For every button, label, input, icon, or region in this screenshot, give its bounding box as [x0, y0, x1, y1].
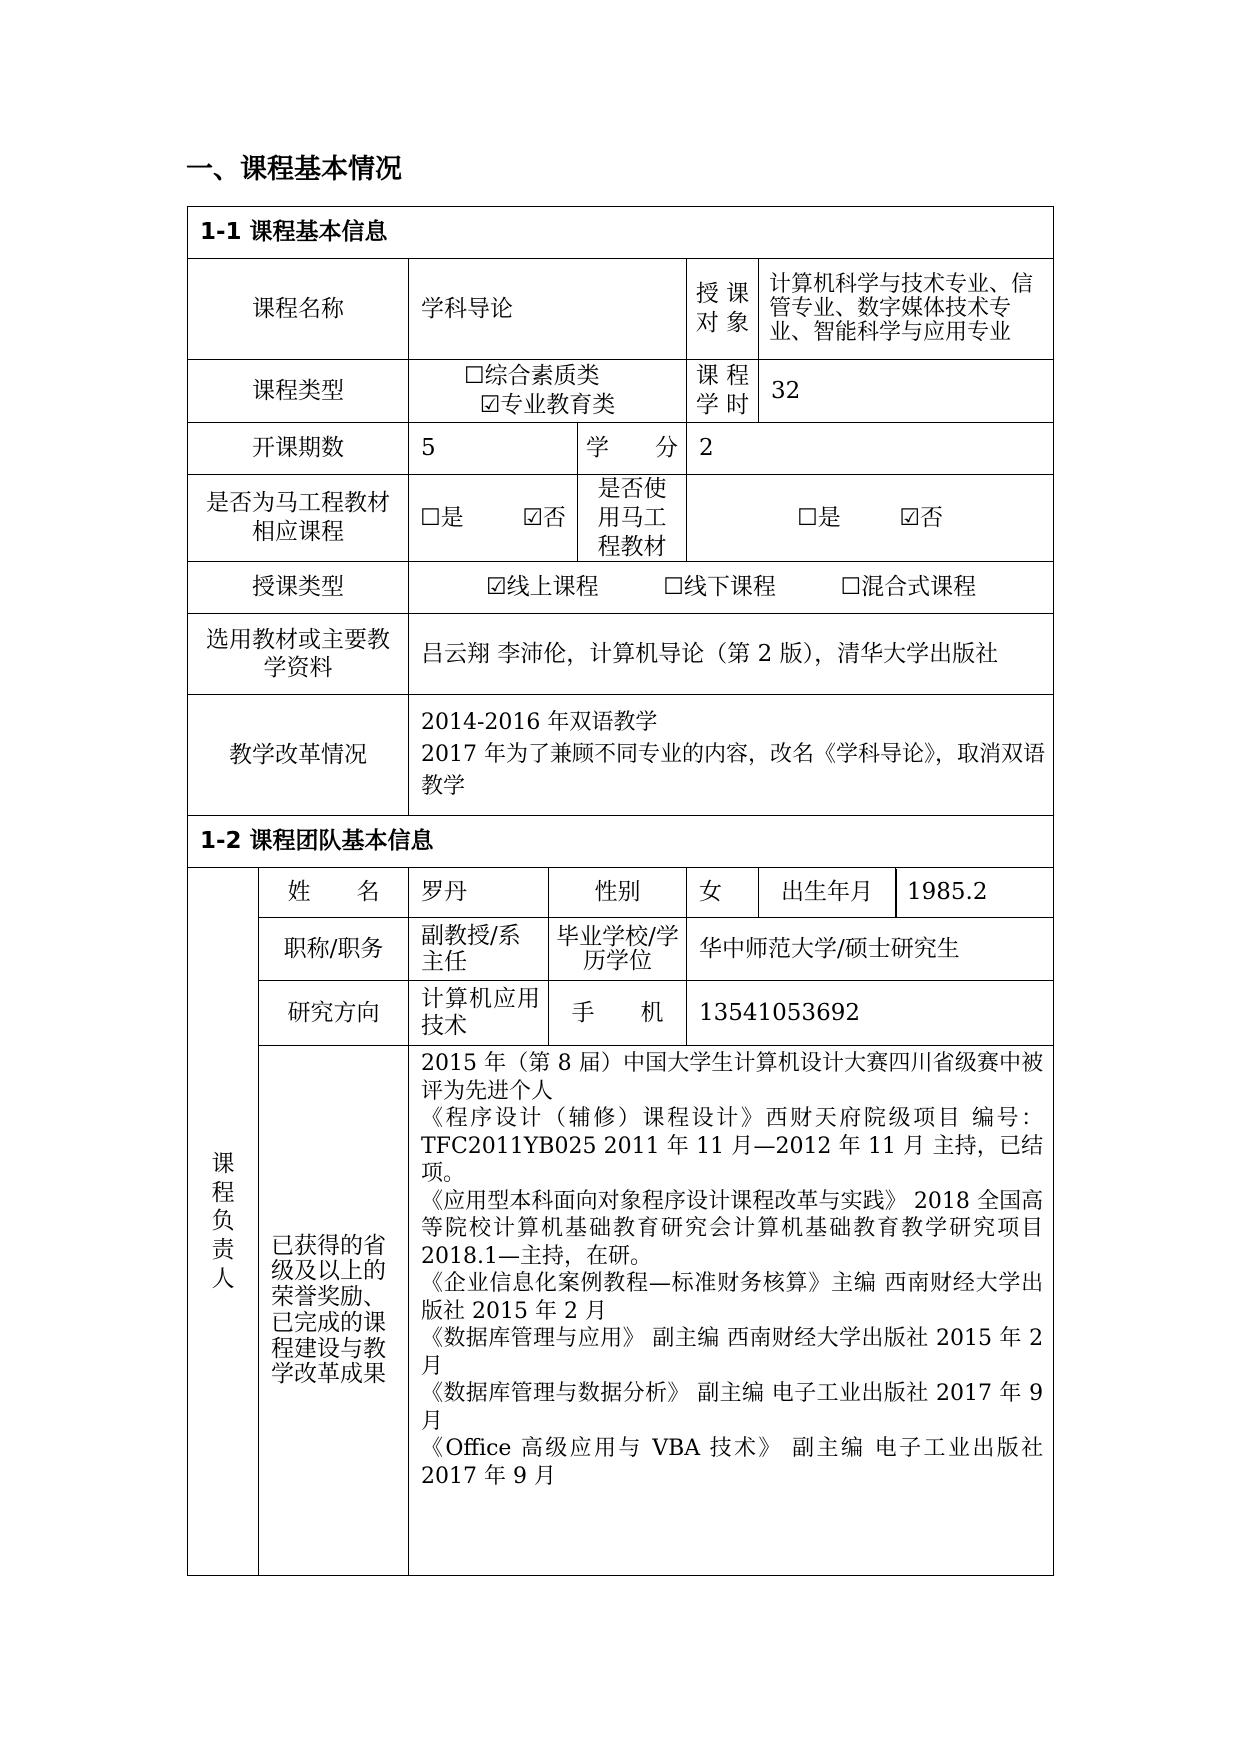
achievement-item: 《企业信息化案例教程—标准财务核算》主编 西南财经大学出版社 2015 年 2 月 — [421, 1271, 1044, 1324]
reform-value — [409, 695, 1054, 816]
name-label: 姓 名 — [259, 868, 409, 918]
hours-label: 课 程 学 时 — [687, 360, 759, 423]
birth-value: 1985.2 — [896, 868, 1054, 918]
hours-value: 32 — [759, 360, 1054, 423]
textbook-label: 选用教材或主要教学资料 — [188, 614, 409, 695]
teach-type-online[interactable]: ☑线上课程 — [486, 574, 599, 601]
section-1-2-title: 1-2 课程团队基本信息 — [188, 816, 1054, 868]
page-title: 一、课程基本情况 — [186, 154, 402, 185]
achievement-item: 《应用型本科面向对象程序设计课程改革与实践》 2018 全国高等院校计算机基础教育研究会计算机基础教育教学研究项目 2018.1—主持，在研。 — [421, 1188, 1044, 1269]
course-name-value: 学科导论 — [409, 259, 687, 360]
course-type-options — [409, 360, 687, 423]
research-value: 计算机应用技术 — [409, 981, 549, 1046]
school-value: 华中师范大学/硕士研究生 — [687, 918, 1054, 981]
marx-course-no[interactable]: ☑否 — [522, 504, 566, 531]
achievements-list — [409, 1046, 1054, 1576]
course-name-label: 课程名称 — [188, 259, 409, 360]
marx-course-label: 是否为马工程教材相应课程 — [188, 475, 409, 562]
reform-line-1: 2014-2016 年双语教学 — [421, 710, 658, 736]
achievement-item: 《数据库管理与数据分析》 副主编 电子工业出版社 2017 年 9 月 — [421, 1381, 1044, 1434]
course-type-option-general[interactable]: ☐综合素质类 — [464, 363, 600, 390]
achievement-item: 《Office 高级应用与 VBA 技术》 副主编 电子工业出版社 2017 年 9 月 — [421, 1436, 1044, 1489]
teach-type-options — [409, 562, 1054, 614]
sessions-label: 开课期数 — [188, 423, 409, 475]
section-1-1-title: 1-1 课程基本信息 — [188, 207, 1054, 259]
achievement-item: 《数据库管理与应用》 副主编 西南财经大学出版社 2015 年 2 月 — [421, 1326, 1044, 1379]
textbook-value: 吕云翔 李沛伦，计算机导论（第 2 版），清华大学出版社 — [409, 614, 1054, 695]
title-label: 职称/职务 — [259, 918, 409, 981]
audience-label: 授 课 对 象 — [687, 259, 759, 360]
school-label: 毕业学校/学历学位 — [549, 918, 687, 981]
course-leader-label: 课 程 负 责 人 — [188, 868, 259, 1576]
teach-type-offline[interactable]: ☐线下课程 — [663, 574, 776, 601]
teach-type-mixed[interactable]: ☐混合式课程 — [840, 574, 977, 601]
marx-text-yes[interactable]: ☐是 — [797, 504, 841, 531]
gender-label: 性别 — [549, 868, 687, 918]
credit-label: 学 分 — [578, 423, 687, 475]
achievement-item: 2015 年（第 8 届）中国大学生计算机设计大赛四川省级赛中被评为先进个人 — [421, 1051, 1044, 1104]
marx-text-options — [687, 475, 1054, 562]
course-info-table — [187, 206, 1054, 1576]
sessions-value: 5 — [409, 423, 578, 475]
phone-value: 13541053692 — [687, 981, 1054, 1046]
achievement-item: 《程序设计（辅修）课程设计》西财天府院级项目 编号：TFC2011YB025 2011 年 11 月—2012 年 11 月 主持，已结项。 — [421, 1106, 1044, 1187]
credit-value: 2 — [687, 423, 1054, 475]
audience-value: 计算机科学与技术专业、信管专业、数字媒体技术专业、智能科学与应用专业 — [759, 259, 1054, 360]
teach-type-label: 授课类型 — [188, 562, 409, 614]
marx-course-yes[interactable]: ☐是 — [420, 504, 464, 531]
course-type-label: 课程类型 — [188, 360, 409, 423]
marx-course-options — [409, 475, 578, 562]
gender-value: 女 — [687, 868, 759, 918]
birth-label: 出生年月 — [759, 868, 896, 918]
title-value: 副教授/系主任 — [409, 918, 549, 981]
name-value: 罗丹 — [409, 868, 549, 918]
achievements-label: 已获得的省级及以上的荣誉奖励、已完成的课程建设与教学改革成果 — [259, 1046, 409, 1576]
marx-text-no[interactable]: ☑否 — [899, 504, 944, 531]
reform-line-2: 2017 年为了兼顾不同专业的内容，改名《学科导论》，取消双语教学 — [421, 742, 1045, 800]
course-type-option-professional[interactable]: ☑专业教育类 — [479, 392, 616, 418]
reform-label: 教学改革情况 — [188, 695, 409, 816]
marx-text-label: 是否使用马工程教材 — [578, 475, 687, 562]
research-label: 研究方向 — [259, 981, 409, 1046]
phone-label: 手 机 — [549, 981, 687, 1046]
